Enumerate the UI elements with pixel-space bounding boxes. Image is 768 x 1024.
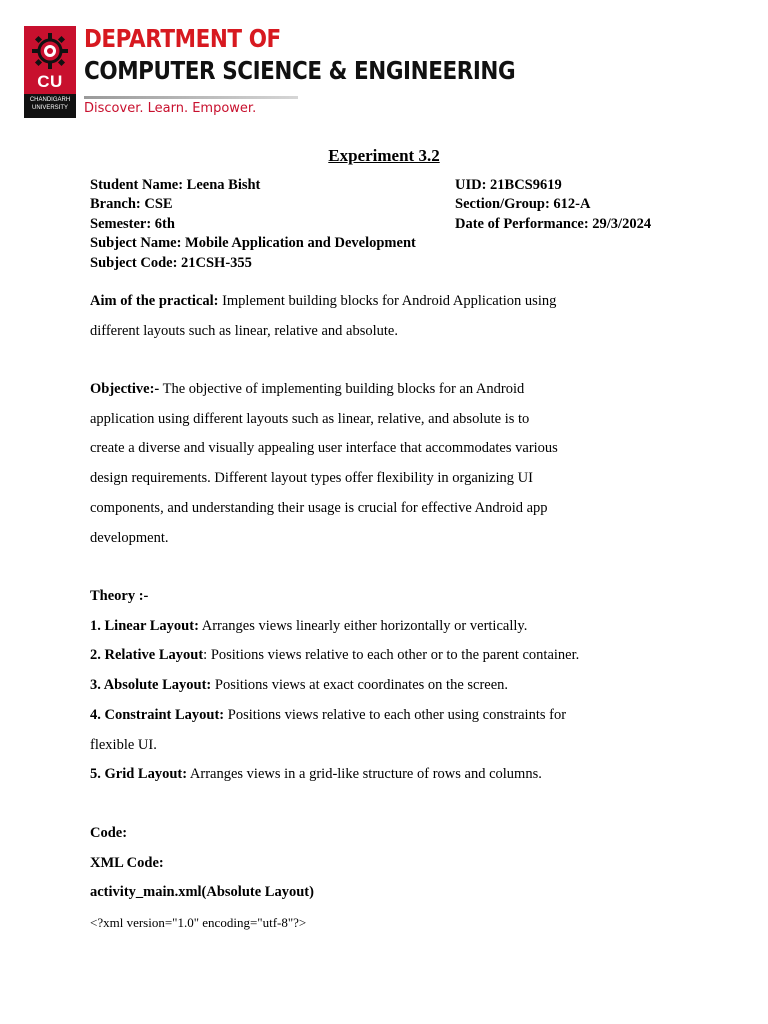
theory-item	[90, 671, 650, 701]
objective-text-4: design requirements. Different layout types offer flexibility in organizing UI	[90, 470, 533, 487]
objective-text-1: The objective of implementing building blocks for an Android	[159, 381, 525, 397]
theory-item	[90, 641, 650, 671]
gear-emblem-icon	[31, 32, 69, 70]
objective-text-5: components, and understanding their usage is crucial for effective Android app	[90, 499, 548, 516]
theory-item-text: flexible UI.	[90, 736, 157, 753]
theory-heading: Theory :-	[90, 588, 149, 604]
theory-item-text: Positions views at exact coordinates on the screen.	[211, 677, 509, 694]
uid: UID: 21BCS9619	[455, 177, 562, 193]
code-heading: Code:	[90, 825, 128, 841]
tagline: Discover. Learn. Empower.	[84, 101, 257, 116]
objective-text-6: development.	[90, 529, 169, 546]
theory-item	[90, 612, 650, 642]
xml-code-heading: XML Code:	[90, 854, 164, 871]
department-title-line-1: DEPARTMENT OF	[84, 24, 281, 53]
theory-item-text: Arranges views linearly either horizontally or vertically.	[198, 617, 528, 634]
aim-text-2: different layouts such as linear, relative and absolute.	[90, 322, 398, 339]
theory-item-text: Positions views relative to each other using constraints for	[224, 706, 567, 723]
code-section	[90, 819, 650, 938]
university-logo	[24, 26, 76, 118]
branch: Branch: CSE	[90, 196, 173, 213]
theory-item-label: 1. Linear Layout:	[90, 617, 199, 634]
theory-section	[90, 582, 650, 790]
student-info-left	[90, 176, 416, 273]
theory-item	[90, 760, 650, 790]
theory-item-label: 5. Grid Layout:	[90, 766, 188, 783]
department-header	[24, 24, 516, 122]
logo-subtext	[24, 94, 76, 118]
xml-declaration-line: <?xml version="1.0" encoding="utf-8"?>	[90, 915, 307, 931]
aim-section	[90, 287, 650, 346]
theory-item-label: 4. Constraint Layout:	[90, 706, 225, 723]
objective-label: Objective:-	[90, 381, 160, 397]
objective-text-2: application using different layouts such as linear, relative, and absolute is to	[90, 410, 530, 427]
objective-section	[90, 375, 650, 553]
semester: Semester: 6th	[90, 215, 175, 232]
theory-item	[90, 701, 650, 731]
section-group: Section/Group: 612-A	[455, 196, 591, 213]
theory-item-label: 2. Relative Layout	[90, 647, 204, 664]
logo-subtext-line-2: UNIVERSITY	[31, 105, 68, 111]
theory-item-text: : Positions views relative to each other or to the parent container.	[203, 647, 580, 664]
logo-subtext-line-1: CHANDIGARH	[29, 97, 71, 103]
aim-line-1	[90, 287, 650, 317]
subject-name: Subject Name: Mobile Application and Development	[90, 235, 416, 252]
theory-item-text: Arranges views in a grid-like structure of rows and columns.	[187, 766, 542, 783]
objective-text-3: create a diverse and visually appealing user interface that accommodates various	[90, 440, 558, 457]
aim-text-1: Implement building blocks for Android Application using	[218, 293, 557, 309]
header-divider	[84, 96, 298, 99]
file-label: activity_main.xml(Absolute Layout)	[90, 884, 314, 901]
date-of-performance: Date of Performance: 29/3/2024	[455, 215, 652, 232]
department-title-line-2: COMPUTER SCIENCE & ENGINEERING	[84, 56, 516, 85]
student-name: Student Name: Leena Bisht	[90, 177, 261, 193]
logo-initials: CU	[37, 72, 63, 91]
subject-code: Subject Code: 21CSH-355	[90, 254, 252, 271]
aim-label: Aim of the practical:	[90, 293, 219, 309]
student-info-right	[455, 176, 651, 234]
objective-line-1	[90, 375, 650, 405]
theory-item-continuation	[90, 731, 650, 761]
theory-item-label: 3. Absolute Layout:	[90, 677, 212, 694]
experiment-title: Experiment 3.2	[328, 146, 440, 165]
